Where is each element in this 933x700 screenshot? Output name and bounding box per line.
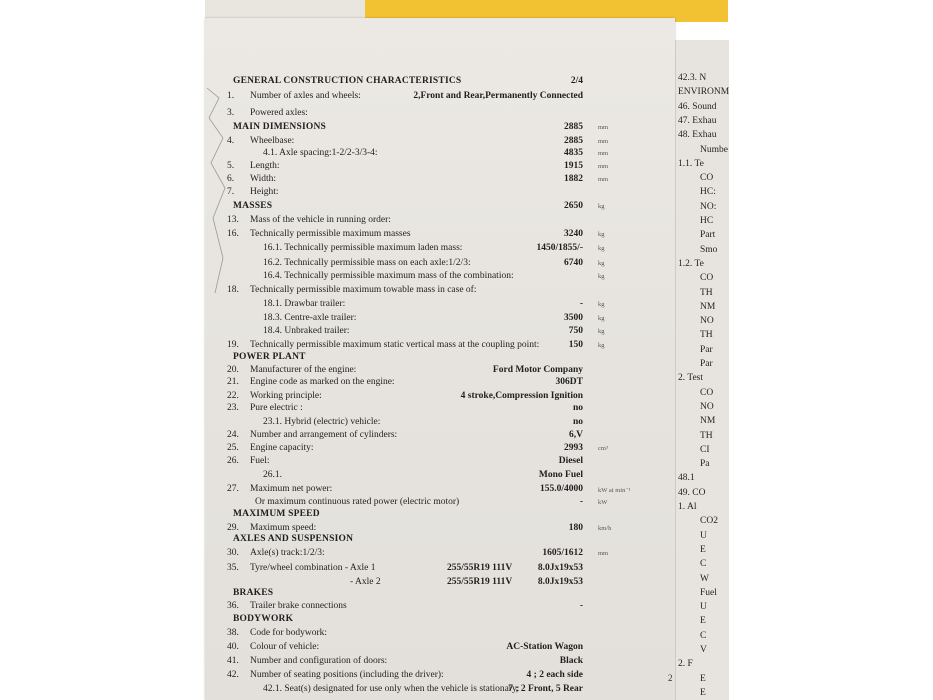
- right-page-line: W: [700, 573, 709, 584]
- item-value: 6,V: [569, 430, 583, 440]
- item-number: 24.: [227, 430, 239, 440]
- item-number: 4.: [227, 136, 235, 146]
- right-page-line: E: [700, 673, 706, 684]
- tyre-size: 255/55R19 111V: [447, 577, 513, 587]
- spec-row: [205, 443, 675, 456]
- item-label: Number of axles and wheels:: [250, 91, 361, 101]
- item-value: Ford Motor Company: [492, 365, 583, 375]
- item-unit: kg: [598, 273, 605, 280]
- right-page-line: CO2: [700, 516, 718, 527]
- item-unit: kg: [598, 203, 605, 210]
- spec-row: [205, 229, 675, 242]
- item-value: no: [572, 417, 583, 427]
- item-value: 1605/1612: [542, 548, 583, 558]
- section-heading: BRAKES: [233, 588, 274, 598]
- item-number: 16.: [227, 229, 239, 239]
- spec-row: [205, 563, 675, 576]
- item-label: Axle(s) track:1/2/3:: [250, 548, 325, 558]
- spec-row: [205, 313, 675, 326]
- item-value: 3500: [564, 313, 583, 323]
- item-label: Manufacturer of the engine:: [250, 365, 357, 375]
- tyre-size: 255/55R19 111V: [447, 563, 513, 573]
- spec-row: [205, 670, 675, 683]
- item-label: Engine capacity:: [250, 443, 314, 453]
- right-page-line: C: [700, 559, 707, 570]
- item-label: 18.3. Centre-axle trailer:: [263, 313, 357, 323]
- item-number: 5.: [227, 161, 235, 171]
- right-page-line: U: [700, 530, 707, 541]
- item-value: AC-Station Wagon: [506, 642, 583, 652]
- section-heading: POWER PLANT: [233, 352, 306, 362]
- background-left: [0, 0, 205, 700]
- item-label: Number of seating positions (including the driver):: [250, 670, 444, 680]
- right-page-line: E: [700, 616, 706, 627]
- item-number: 13.: [227, 215, 239, 225]
- item-label: 26.1.: [263, 470, 282, 480]
- right-page-line: 48.1: [678, 473, 695, 484]
- item-number: 30.: [227, 548, 239, 558]
- item-number: 6.: [227, 174, 235, 184]
- right-page-line: Part: [700, 230, 716, 241]
- section-heading: MAXIMUM SPEED: [233, 509, 320, 519]
- right-page-line: 2. F: [678, 659, 693, 670]
- right-page-line: NM: [700, 301, 716, 312]
- item-number: 22.: [227, 391, 239, 401]
- background-right: [728, 0, 933, 700]
- item-number: 21.: [227, 377, 239, 387]
- item-label: Trailer brake connections: [250, 601, 347, 611]
- spec-row: [205, 258, 675, 271]
- right-page-line: CO: [700, 273, 714, 284]
- spec-row: [205, 548, 675, 561]
- item-number: 7.: [227, 187, 235, 197]
- item-label: 18.4. Unbraked trailer:: [263, 326, 350, 336]
- spec-row: [205, 470, 675, 483]
- right-page-line: E: [700, 544, 706, 555]
- spec-row: [205, 161, 675, 174]
- item-label: Maximum net power:: [250, 484, 333, 494]
- right-page-line: Numbe: [700, 144, 728, 155]
- section-heading-row: [205, 588, 675, 601]
- item-value: Diesel: [558, 456, 583, 466]
- item-unit: mm: [598, 163, 609, 170]
- item-value: 180: [568, 523, 583, 533]
- spec-row: [205, 484, 675, 497]
- item-label: 16.2. Technically permissible mass on each axle:1/2/3:: [263, 258, 471, 268]
- right-page-line: NM: [700, 416, 716, 427]
- right-page-line: Fuel: [700, 587, 717, 598]
- right-page-line: 2. Test: [678, 373, 704, 384]
- item-number: 1.: [227, 91, 235, 101]
- item-value: 750: [568, 326, 583, 336]
- item-number: 20.: [227, 365, 239, 375]
- right-page-line: NO:: [700, 201, 717, 212]
- section-heading: AXLES AND SUSPENSION: [233, 534, 354, 544]
- right-page-line: 1.1. Te: [678, 158, 704, 169]
- right-page-line: V: [700, 645, 707, 655]
- spec-row: [205, 187, 675, 200]
- item-number: 18.: [227, 285, 239, 295]
- item-label: Number and arrangement of cylinders:: [250, 430, 398, 440]
- section-heading: GENERAL CONSTRUCTION CHARACTERISTICS: [233, 76, 462, 86]
- item-value: 1882: [564, 174, 583, 184]
- spec-row: [205, 684, 675, 697]
- section-heading-row: [205, 76, 675, 89]
- right-page-line: E: [700, 687, 706, 698]
- spec-row: [205, 377, 675, 390]
- item-value: 4 ; 2 each side: [526, 670, 583, 680]
- item-value: 4835: [564, 148, 583, 158]
- item-value: -: [579, 299, 583, 309]
- section-heading-row: [205, 352, 675, 365]
- item-label: 16.4. Technically permissible maximum mass of the combination:: [263, 271, 514, 281]
- spec-row: [205, 215, 675, 228]
- right-page-line: 46. Sound: [678, 101, 717, 112]
- item-unit: kg: [598, 260, 605, 267]
- item-value: 2885: [564, 122, 583, 132]
- item-unit: km/h: [598, 525, 612, 532]
- page-number: 2: [668, 673, 673, 683]
- right-page-line: Pa: [700, 459, 710, 470]
- document-page-right: [675, 40, 729, 700]
- section-heading-row: [205, 122, 675, 135]
- spec-row: [205, 91, 675, 104]
- item-number: 41.: [227, 656, 239, 666]
- item-unit: mm: [598, 150, 609, 157]
- right-page-line: 47. Exhau: [678, 115, 717, 126]
- spec-row: [205, 326, 675, 339]
- item-number: 38.: [227, 628, 239, 638]
- section-heading-row: [205, 614, 675, 627]
- item-value: 8.0Jx19x53: [537, 577, 583, 587]
- item-label: 4.1. Axle spacing:1-2/2-3/3-4:: [263, 148, 378, 158]
- item-number: 19.: [227, 340, 239, 350]
- item-unit: kg: [598, 342, 605, 349]
- item-value: -: [579, 497, 583, 507]
- spec-row: [205, 656, 675, 669]
- item-value: Mono Fuel: [538, 470, 583, 480]
- right-page-line: 42.3. N: [678, 73, 707, 83]
- item-label: Colour of vehicle:: [250, 642, 320, 652]
- item-label: Length:: [250, 161, 280, 171]
- item-value: 6740: [564, 258, 583, 268]
- item-number: 40.: [227, 642, 239, 652]
- item-label: Or maximum continuous rated power (electric motor): [255, 497, 460, 507]
- item-value: 150: [568, 340, 583, 350]
- item-value: 2/4: [570, 76, 583, 86]
- right-page-line: NO: [700, 401, 714, 412]
- item-label: Technically permissible maximum towable mass in case of:: [250, 285, 477, 295]
- item-number: 29.: [227, 523, 239, 533]
- spec-row: [205, 148, 675, 161]
- item-label: Number and configuration of doors:: [250, 656, 388, 666]
- right-page-line: Par: [700, 359, 713, 369]
- right-page-line: TH: [700, 330, 713, 341]
- item-label: 23.1. Hybrid (electric) vehicle:: [263, 417, 381, 427]
- section-heading-row: [205, 201, 675, 214]
- right-page-line: 48. Exhau: [678, 130, 717, 141]
- item-label: Width:: [250, 174, 277, 184]
- right-page-line: CO: [700, 173, 714, 184]
- item-value: no: [572, 403, 583, 413]
- item-value: 2993: [564, 443, 583, 453]
- item-number: 42.: [227, 670, 239, 680]
- item-label: 18.1. Drawbar trailer:: [263, 299, 346, 309]
- item-label: Height:: [250, 187, 279, 197]
- spec-row: [205, 417, 675, 430]
- document-page-left: [205, 18, 675, 700]
- item-unit: mm: [598, 550, 609, 557]
- item-label: Pure electric :: [250, 403, 303, 413]
- item-value: 1915: [564, 161, 583, 171]
- item-unit: mm: [598, 176, 609, 183]
- section-heading: MASSES: [233, 201, 273, 211]
- item-label: Powered axles:: [250, 108, 308, 118]
- item-value: 2,Front and Rear,Permanently Connected: [413, 91, 583, 101]
- item-number: 35.: [227, 563, 239, 573]
- item-unit: mm: [598, 138, 609, 145]
- spec-row: [205, 285, 675, 298]
- spec-row: [205, 243, 675, 256]
- item-value: 155.0/4000: [539, 484, 583, 494]
- item-label: Technically permissible maximum static vertical mass at the coupling point:: [250, 340, 540, 350]
- right-page-line: TH: [700, 430, 713, 441]
- section-heading: BODYWORK: [233, 614, 294, 624]
- spec-row: [205, 601, 675, 614]
- item-label: Code for bodywork:: [250, 628, 328, 638]
- item-unit: kg: [598, 301, 605, 308]
- item-label: - Axle 2: [350, 577, 381, 587]
- item-label: Mass of the vehicle in running order:: [250, 215, 391, 225]
- right-page-line: 1. Al: [678, 502, 697, 512]
- item-label: Engine code as marked on the engine:: [250, 377, 395, 387]
- spec-row: [205, 456, 675, 469]
- item-value: 4 stroke,Compression Ignition: [460, 391, 583, 401]
- section-heading-row: [205, 534, 675, 547]
- right-page-line: HC: [700, 216, 714, 226]
- spec-row: [205, 271, 675, 284]
- item-label: Wheelbase:: [250, 136, 295, 146]
- item-label: Tyre/wheel combination - Axle 1: [250, 563, 376, 573]
- item-unit: kW at min⁻¹: [598, 487, 631, 494]
- item-number: 27.: [227, 484, 239, 494]
- item-value: 2885: [564, 136, 583, 146]
- spec-row: [205, 628, 675, 641]
- item-value: 8.0Jx19x53: [537, 563, 583, 573]
- item-value: 3240: [564, 229, 583, 239]
- right-page-line: C: [700, 630, 707, 641]
- spec-row: [205, 403, 675, 416]
- spec-row: [205, 108, 675, 121]
- item-unit: kg: [598, 328, 605, 335]
- item-unit: kg: [598, 245, 605, 252]
- item-label: Technically permissible maximum masses: [250, 229, 411, 239]
- section-heading: MAIN DIMENSIONS: [233, 122, 326, 132]
- right-page-line: 1.2. Te: [678, 258, 704, 269]
- right-page-line: ENVIRONM: [678, 87, 729, 98]
- item-value: Black: [559, 656, 583, 666]
- item-unit: cm³: [598, 445, 608, 452]
- item-value: 1450/1855/-: [536, 243, 583, 253]
- spec-row: [205, 430, 675, 443]
- item-label: Maximum speed:: [250, 523, 317, 533]
- item-number: 26.: [227, 456, 239, 466]
- right-page-line: U: [700, 602, 707, 613]
- spec-row: [205, 642, 675, 655]
- item-number: 25.: [227, 443, 239, 453]
- right-page-line: Smo: [700, 244, 718, 255]
- right-page-line: NO: [700, 316, 714, 327]
- right-page-line: 49. CO: [678, 487, 706, 498]
- item-label: 16.1. Technically permissible maximum laden mass:: [263, 243, 463, 253]
- item-value: 306DT: [555, 377, 583, 387]
- item-value: 2650: [564, 201, 583, 211]
- right-page-line: HC:: [700, 187, 716, 198]
- item-value: 7 ; 2 Front, 5 Rear: [508, 684, 583, 694]
- spec-row: [205, 299, 675, 312]
- item-number: 3.: [227, 108, 235, 118]
- section-heading-row: [205, 509, 675, 522]
- right-page-line: CI: [700, 444, 710, 455]
- item-number: 36.: [227, 601, 239, 611]
- right-page-line: TH: [700, 287, 713, 298]
- item-unit: kg: [598, 231, 605, 238]
- item-label: Working principle:: [250, 391, 322, 401]
- right-page-line: CO: [700, 387, 714, 398]
- item-unit: kg: [598, 315, 605, 322]
- item-unit: mm: [598, 124, 609, 131]
- right-page-line: Par: [700, 344, 713, 355]
- item-value: -: [579, 601, 583, 611]
- item-unit: kW: [598, 499, 608, 506]
- item-label: 42.1. Seat(s) designated for use only when the vehicle is stationary:: [263, 684, 520, 694]
- item-label: Fuel:: [250, 456, 270, 466]
- spec-row: [205, 174, 675, 187]
- item-number: 23.: [227, 403, 239, 413]
